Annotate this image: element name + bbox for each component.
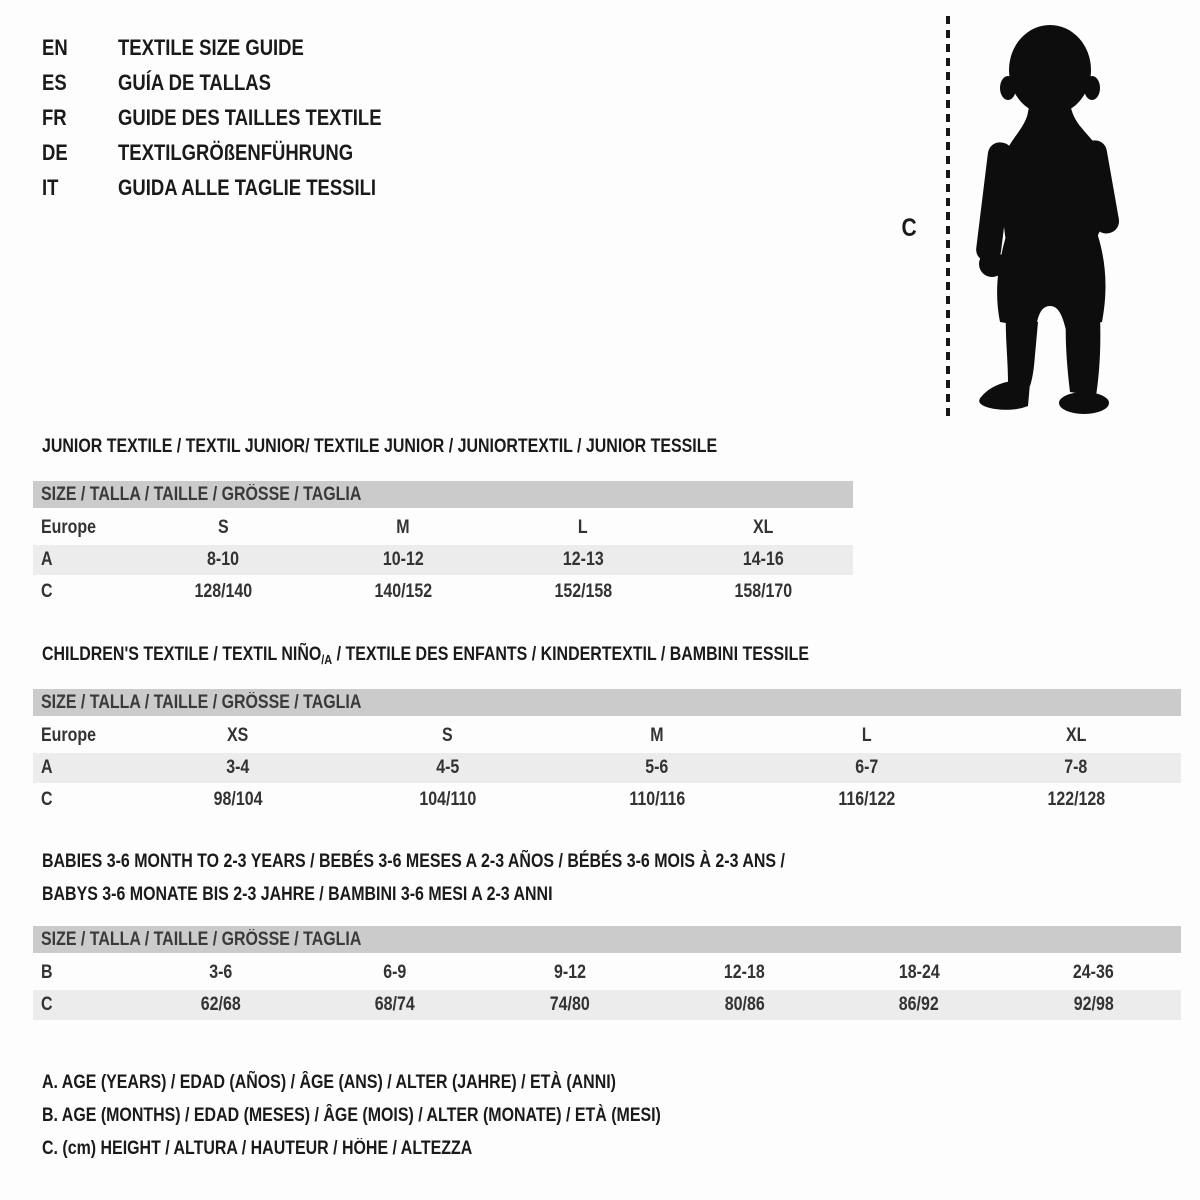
legend-line-b: B. AGE (MONTHS) / EDAD (MESES) / ÂGE (MOIS) / ALTER (MONATE) / ETÀ (MESI) — [42, 1105, 661, 1126]
height-measure-label: C — [901, 214, 917, 242]
lang-code-fr: FR — [42, 104, 67, 130]
table-row: Europe S M L XL — [33, 513, 853, 545]
babies-section-title: BABIES 3-6 MONTH TO 2-3 YEARS / BEBÉS 3-6 MESES A 2-3 AÑOS / BÉBÉS 3-6 MOIS À 2-3 ANS / BABYS 3-6 MONATE BIS 2-3 JAHRE / BAMBINI 3-6 MESI A 2-3 ANNI — [42, 851, 785, 905]
babies-size-header-bar: SIZE / TALLA / TAILLE / GRÖSSE / TAGLIA — [33, 926, 1181, 953]
lang-code-es: ES — [42, 69, 67, 95]
lang-label-en: TEXTILE SIZE GUIDE — [118, 34, 304, 60]
junior-size-header-bar: SIZE / TALLA / TAILLE / GRÖSSE / TAGLIA — [33, 481, 853, 508]
table-row: A 8-10 10-12 12-13 14-16 — [33, 545, 853, 577]
lang-row-fr — [42, 100, 432, 135]
lang-label-es: GUÍA DE TALLAS — [118, 69, 271, 95]
lang-row-en — [42, 30, 432, 65]
junior-size-table — [33, 481, 853, 609]
children-size-table — [33, 689, 1181, 817]
lang-row-de — [42, 135, 432, 170]
lang-label-fr: GUIDE DES TAILLES TEXTILE — [118, 104, 382, 130]
measurement-legend — [42, 1072, 779, 1171]
table-row: B 3-6 6-9 9-12 12-18 18-24 24-36 — [33, 958, 1181, 990]
lang-code-en: EN — [42, 34, 68, 60]
junior-section-title: JUNIOR TEXTILE / TEXTIL JUNIOR/ TEXTILE JUNIOR / JUNIORTEXTIL / JUNIOR TESSILE — [42, 436, 718, 457]
table-row: A 3-4 4-5 5-6 6-7 7-8 — [33, 753, 1181, 785]
lang-code-de: DE — [42, 139, 68, 165]
legend-line-c: C. (cm) HEIGHT / ALTURA / HAUTEUR / HÖHE / ALTEZZA — [42, 1138, 473, 1159]
nino-a-subscript: /A — [321, 652, 333, 667]
table-row: C 128/140 140/152 152/158 158/170 — [33, 577, 853, 609]
children-section-title: CHILDREN'S TEXTILE / TEXTIL $NIÑO_{/A}$ / TEXTILE DES ENFANTS / KINDERTEXTIL / BAMBINI TESSILE — [42, 644, 809, 667]
height-dashed-line — [946, 16, 950, 416]
lang-label-de: TEXTILGRÖßENFÜHRUNG — [118, 139, 354, 165]
children-size-header-bar: SIZE / TALLA / TAILLE / GRÖSSE / TAGLIA — [33, 689, 1181, 716]
babies-size-table — [33, 926, 1181, 1022]
table-row: Europe XS S M L XL — [33, 721, 1181, 753]
lang-code-it: IT — [42, 174, 59, 200]
lang-label-it: GUIDA ALLE TAGLIE TESSILI — [118, 174, 377, 200]
table-row: C 98/104 104/110 110/116 116/122 122/128 — [33, 785, 1181, 817]
lang-row-it — [42, 170, 432, 205]
language-title-list — [42, 30, 432, 205]
toddler-silhouette-icon — [962, 14, 1137, 416]
table-row: C 62/68 68/74 74/80 80/86 86/92 92/98 — [33, 990, 1181, 1022]
lang-row-es — [42, 65, 432, 100]
legend-line-a: A. AGE (YEARS) / EDAD (AÑOS) / ÂGE (ANS) / ALTER (JAHRE) / ETÀ (ANNI) — [42, 1072, 616, 1093]
